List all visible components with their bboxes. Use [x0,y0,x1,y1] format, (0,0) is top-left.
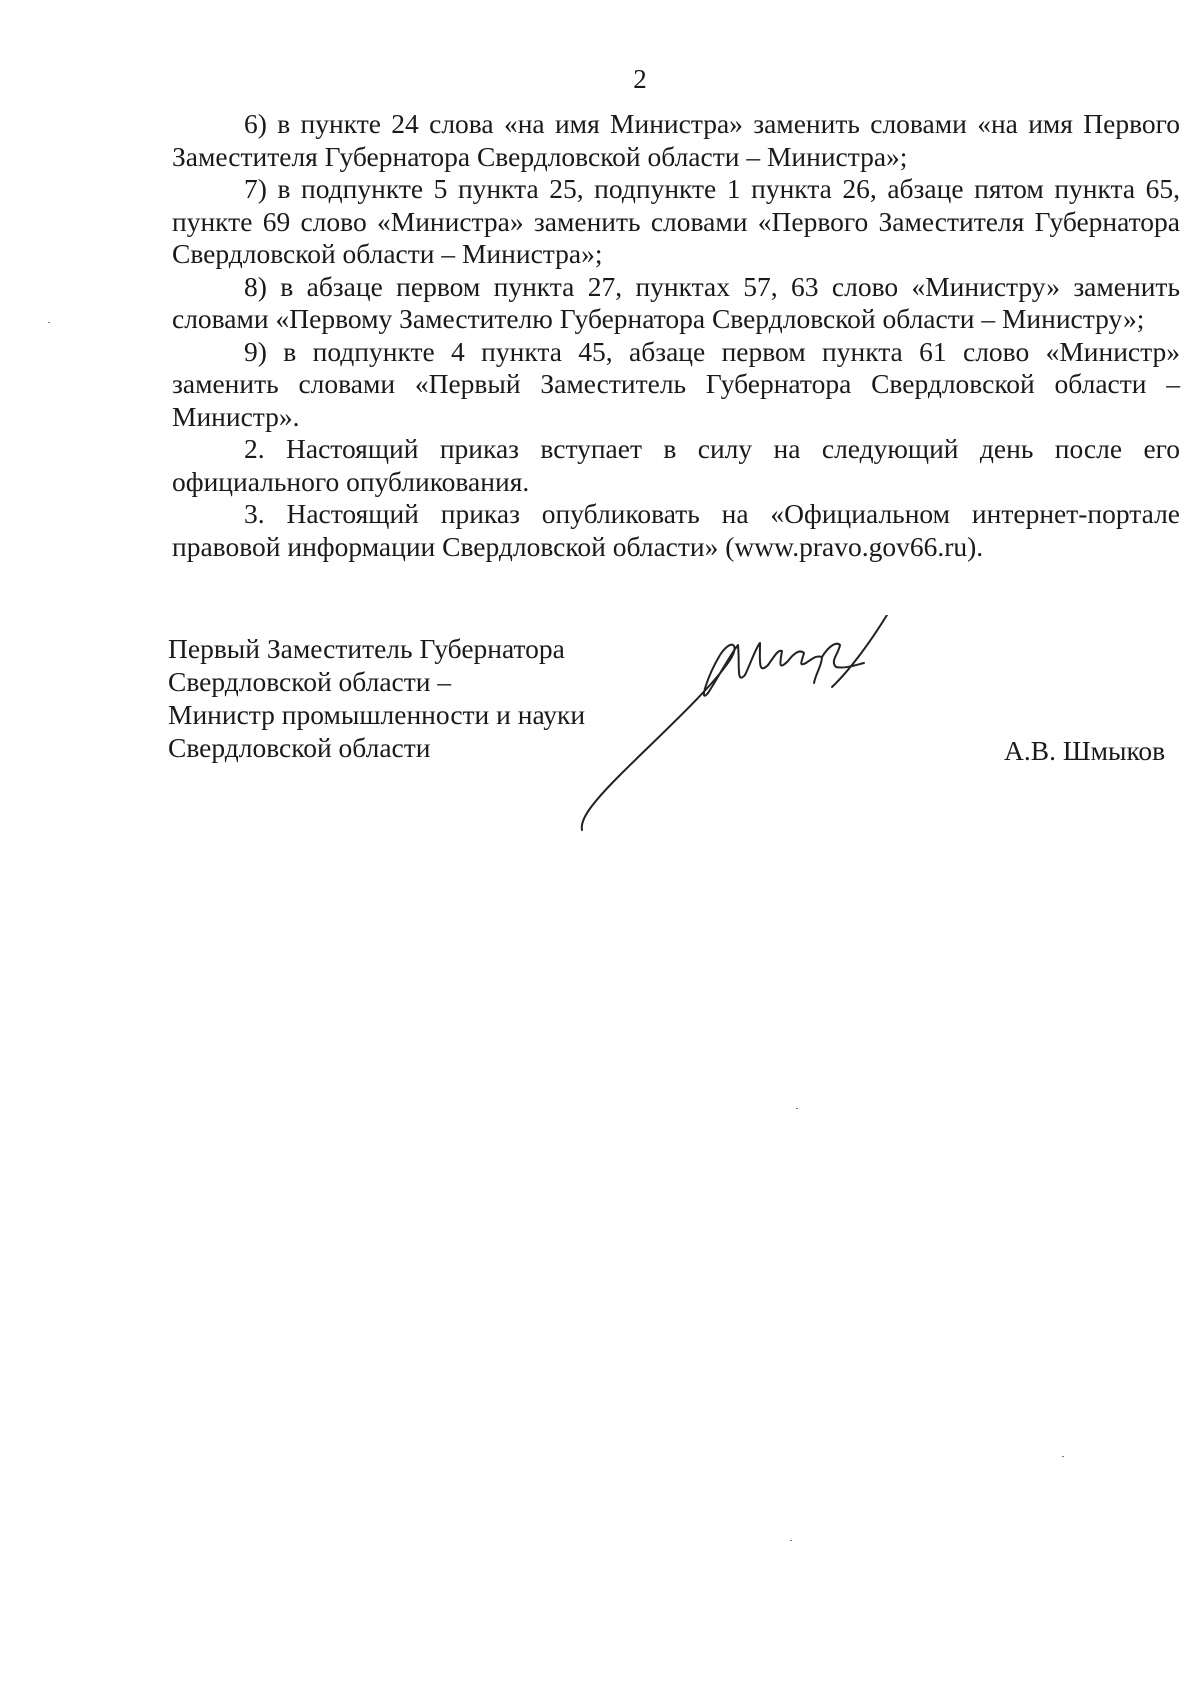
paragraph-item-6: 6) в пункте 24 слова «на имя Министра» заменить словами «на имя Первого Заместителя Губернатора Свердловской области – Министра»; [172,108,1180,172]
paragraph-item-9: 9) в подпункте 4 пункта 45, абзаце первом пункта 61 слово «Министр» заменить словами «Первый Заместитель Губернатора Свердловской области – Министр». [172,335,1180,432]
paragraph-effective-date: 2. Настоящий приказ вступает в силу на следующий день после его официального опубликования. [172,433,1180,497]
scan-artifact [48,322,50,323]
signatory-position-line: Первый Заместитель Губернатора [168,633,565,664]
page-number: 2 [633,64,647,94]
signatory-name: А.В. Шмыков [1004,735,1166,766]
scan-artifact [1062,1456,1064,1457]
document-body [172,108,1180,563]
signatory-position [168,632,585,764]
signatory-position-line: Свердловской области – [168,666,452,697]
paragraph-publication: 3. Настоящий приказ опубликовать на «Официальном интернет-портале правовой информации Свердловской области» (www.pravo.gov66.ru). [172,498,1180,562]
paragraph-item-7: 7) в подпункте 5 пункта 25, подпункте 1 пункта 26, абзаце пятом пункта 65, пункте 69 слово «Министра» заменить словами «Первого Заместителя Губернатора Свердловской области – Министра»; [172,173,1180,269]
handwritten-signature [560,615,940,835]
scan-artifact [796,1108,798,1109]
paragraph-item-8: 8) в абзаце первом пункта 27, пунктах 57, 63 слово «Министру» заменить словами «Первому Заместителю Губернатора Свердловской области – Министру»; [172,270,1180,334]
signatory-position-line: Министр промышленности и науки [168,699,586,730]
scan-artifact [790,1540,792,1541]
signatory-position-line: Свердловской области [168,732,431,763]
